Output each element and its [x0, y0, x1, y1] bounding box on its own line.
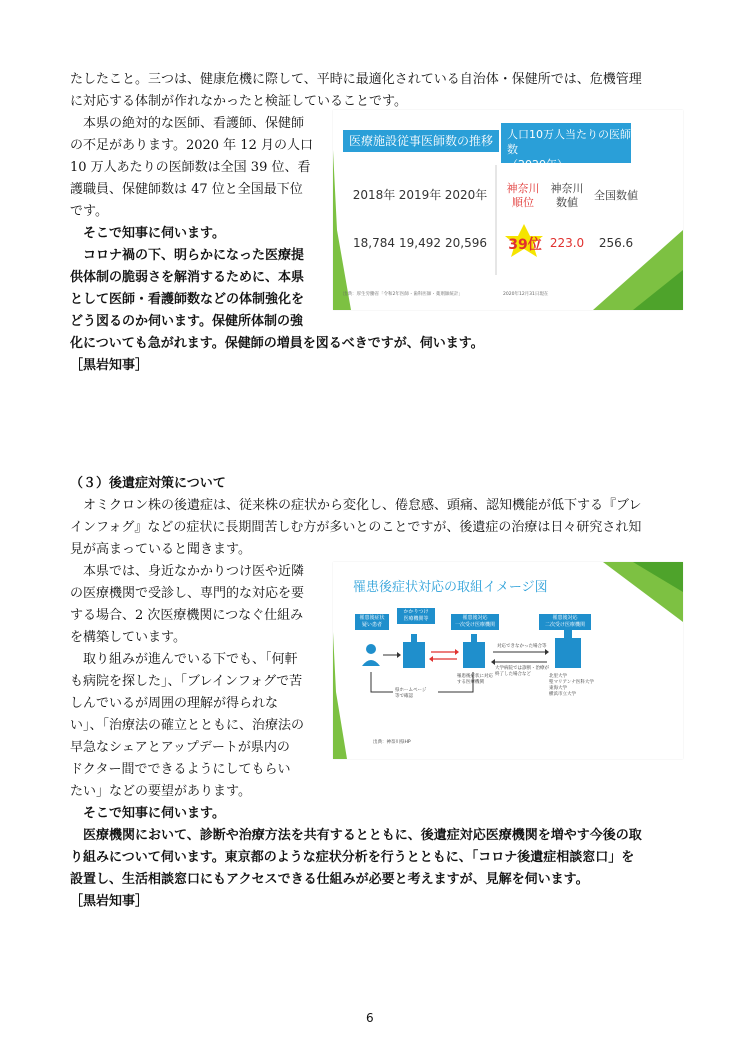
primary-hospital-icon — [463, 634, 485, 668]
hospital-name: 北里大学 — [549, 674, 567, 679]
post-covid-flow-slide — [333, 562, 683, 759]
university-hospital-list — [549, 674, 594, 698]
doctor-count: 20,596 — [445, 236, 487, 250]
kanagawa-value: 223.0 — [549, 236, 585, 250]
paragraph-line: です。 — [70, 204, 108, 219]
page-number: 6 — [366, 1011, 374, 1025]
patient-icon — [362, 644, 380, 666]
badge-clinic: かかりつけ 医療機関等 — [397, 608, 435, 624]
clinic-icon — [403, 634, 425, 668]
year-label: 2020年 — [444, 188, 488, 202]
paragraph-line: する場合、2 次医療機関につなぐ仕組み — [70, 608, 304, 623]
paragraph-line: も病院を探した」、「ブレインフォグで苦 — [70, 674, 303, 689]
year-label: 2018年 — [352, 188, 396, 202]
note-hospital-list: 罹患後症状に対応 する医療機関 — [457, 674, 493, 685]
paragraph-line: 本県の絶対的な医師、看護師、保健師 — [83, 116, 305, 131]
paragraph-line: しんでいるが周囲の理解が得られな — [70, 696, 279, 711]
doctor-count: 18,784 — [353, 236, 395, 250]
kanagawa-value-label: 神奈川 数値 — [550, 182, 584, 209]
kanagawa-rank: 39位 — [508, 237, 542, 253]
paragraph-line: い」、「治療法の確立とともに、治療法の — [70, 718, 305, 733]
national-value: 256.6 — [598, 236, 634, 250]
paragraph-line: 護職員、保健師数は 47 位と全国最下位 — [70, 182, 303, 197]
note-university: 大学病院では診断・治療が 終了した場合など — [495, 666, 549, 677]
badge-patient: 罹患後症状 疑い患者 — [355, 614, 389, 630]
secondary-hospital-icon — [555, 630, 581, 668]
ask-governor: そこで知事に伺います。 — [83, 806, 225, 821]
question-line: り組みについて伺います。東京都のような症状分析を行うとともに、「コロナ後遺症相談窓口」を — [70, 850, 635, 865]
answerer-label: ［黒岩知事］ — [70, 358, 149, 373]
question-line: 供体制の脆弱さを解消するために、本県 — [70, 270, 305, 285]
slide-source-right: 2020年12月31日現在 — [503, 292, 549, 297]
slide-source-left: 出典：厚生労働省「令和2年医師・歯科医師・薬剤師統計」 — [343, 292, 463, 297]
paragraph-line: 見が高まっていると聞きます。 — [70, 542, 251, 557]
question-line: として医師・看護師数などの体制強化を — [70, 292, 305, 307]
paragraph-line: たしたこと。三つは、健康危機に際して、平時に最適化されている自治体・保健所では、危機管理 — [70, 72, 642, 87]
slide-heading-right — [501, 123, 631, 171]
answerer-label: ［黒岩知事］ — [70, 894, 149, 909]
paragraph-line: に対応する体制が作れなかったと検証していることです。 — [70, 94, 407, 109]
hospital-name: 聖マリアンナ医科大学 — [549, 680, 594, 685]
national-value-label: 全国数値 — [594, 189, 638, 202]
kanagawa-rank-label: 神奈川 順位 — [506, 182, 540, 209]
paragraph-line: たい」などの要望があります。 — [70, 784, 251, 799]
paragraph-line: ドクター間でできるようにしてもらい — [70, 762, 291, 777]
paragraph-line: 早急なシェアとアップデートが県内の — [70, 740, 290, 755]
paragraph-line: 10 万人あたりの医師数は全国 39 位、看 — [70, 160, 311, 175]
year-label: 2019年 — [398, 188, 442, 202]
badge-primary: 罹患後対応 一次受け医療機関 — [451, 614, 499, 630]
paragraph-line: 本県では、身近なかかりつけ医や近隣 — [83, 564, 305, 579]
paragraph-line: 取り組みが進んでいる下でも、「何軒 — [83, 652, 298, 667]
paragraph-line: インフォグ』などの症状に長期間苦しむ方が多いとのことですが、後遺症の治療は日々研究され知 — [70, 520, 642, 535]
section-title: （３）後遺症対策について — [70, 476, 226, 491]
ask-governor: そこで知事に伺います。 — [83, 226, 225, 241]
question-line: コロナ禍の下、明らかになった医療提 — [83, 248, 305, 263]
paragraph-line: を構築しています。 — [70, 630, 186, 645]
paragraph-line: オミクロン株の後遺症は、従来株の症状から変化し、倦怠感、頭痛、認知機能が低下する『ブレ — [83, 498, 642, 513]
question-line: 設置し、生活相談窓口にもアクセスできる仕組みが必要と考えますが、見解を伺います。 — [70, 872, 589, 887]
badge-secondary: 罹患後対応 二次受け医療機関 — [539, 614, 591, 630]
doctor-count-slide — [333, 110, 683, 310]
slide-title: 罹患後症状対応の取組イメージ図 — [353, 580, 548, 595]
note-consult: 対応できなかった場合等 — [497, 644, 547, 649]
note-website: 県ホームページ 等で確認 — [395, 688, 427, 699]
slide-source: 出典：神奈川県HP — [373, 740, 411, 745]
question-line: 医療機関において、診断や治療方法を共有するとともに、後遺症対応医療機関を増やす今後の取 — [83, 828, 642, 843]
heading-right-line: （2020年） — [507, 158, 568, 171]
slide-heading-left: 医療施設従事医師数の推移 — [343, 130, 499, 152]
heading-right-line: 人口10万人当たりの医師数 — [507, 128, 631, 156]
hospital-name: 東海大学 — [549, 686, 567, 691]
paragraph-line: の不足があります。2020 年 12 月の人口 — [70, 138, 313, 153]
doctor-count: 19,492 — [399, 236, 441, 250]
question-line: どう図るのか伺います。保健所体制の強 — [70, 314, 303, 329]
question-line: 化についても急がれます。保健師の増員を図るべきですが、伺います。 — [70, 336, 484, 351]
paragraph-line: の医療機関で受診し、専門的な対応を要 — [70, 586, 305, 601]
hospital-name: 横浜市立大学 — [549, 692, 576, 697]
